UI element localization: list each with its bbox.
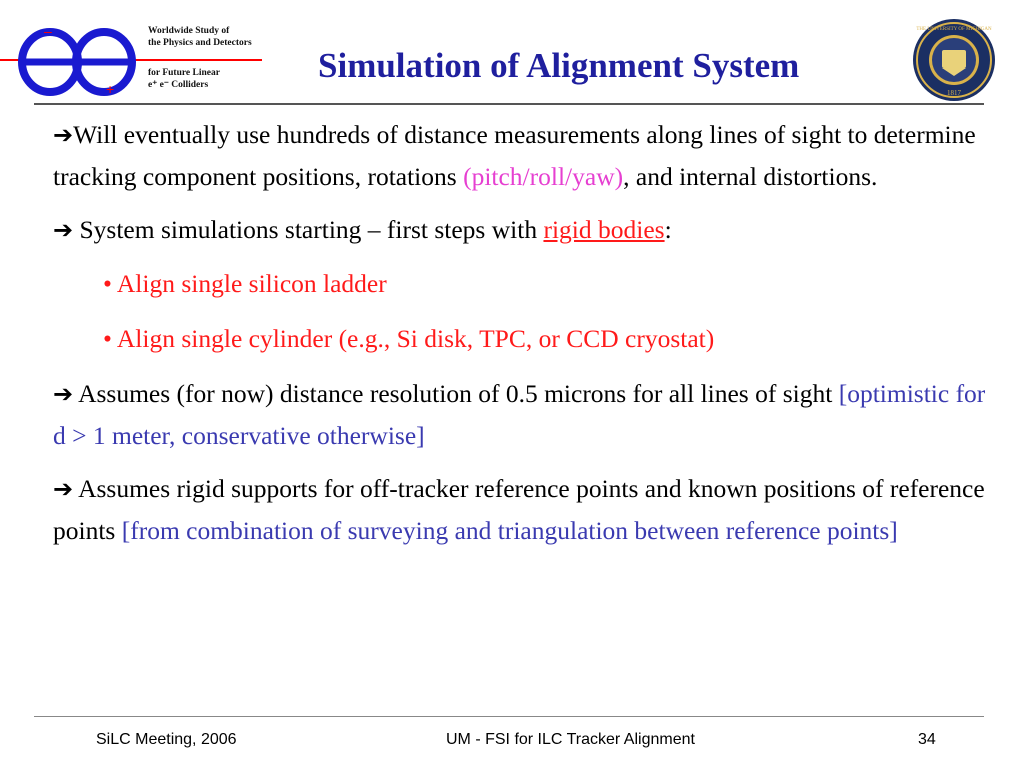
bullet-1-text-c: , and internal distortions.: [623, 162, 878, 191]
university-seal: [912, 18, 996, 102]
svg-text:–: –: [44, 23, 52, 39]
bullet-2: [53, 209, 988, 251]
logo-line-3: for Future Linear: [148, 68, 220, 78]
footer-left: SiLC Meeting, 2006: [96, 731, 237, 748]
arrow-icon: ➔: [53, 216, 74, 244]
logo-line-2: the Physics and Detectors: [148, 38, 252, 48]
footer-center: UM - FSI for ILC Tracker Alignment: [446, 731, 695, 748]
arrow-icon: ➔: [53, 380, 74, 408]
seal-year: 1817: [947, 89, 961, 97]
slide-title: Simulation of Alignment System: [318, 46, 800, 85]
arrow-icon: ➔: [53, 121, 74, 149]
logo-line-1: Worldwide Study of: [148, 26, 230, 36]
logo-line-4: e⁺ e⁻ Colliders: [148, 80, 209, 90]
bullet-1-highlight: (pitch/roll/yaw): [463, 162, 624, 191]
bullet-2-text-c: :: [664, 215, 672, 244]
bullet-1-text-a: Will eventually use hundreds of distance measurements along lines of sight to determine tracking component positions, rotations: [53, 120, 976, 191]
bullet-3: [53, 373, 988, 456]
bullet-1: [53, 114, 988, 197]
bullet-4-text-a: Assumes rigid supports for off-tracker reference points and known positions of reference points: [53, 474, 985, 545]
bullet-3-note: [optimistic for d > 1 meter, conservative otherwise]: [53, 379, 986, 450]
footer-divider: [34, 716, 984, 717]
title-divider: [34, 103, 984, 105]
logo-graphic: [0, 22, 270, 100]
ecfa-logo: [0, 22, 270, 100]
sub-bullet-1: • Align single silicon ladder: [103, 269, 387, 298]
slide-body: [53, 114, 988, 563]
bullet-4-note: [from combination of surveying and triangulation between reference points]: [121, 516, 898, 545]
bullet-2-highlight: rigid bodies: [543, 215, 665, 244]
sub-bullet-2: • Align single cylinder (e.g., Si disk, TPC, or CCD cryostat): [103, 324, 715, 353]
arrow-icon: ➔: [53, 475, 74, 503]
svg-text:+: +: [106, 81, 115, 97]
bullet-3-text-a: Assumes (for now) distance resolution of 0.5 microns for all lines of sight: [73, 379, 839, 408]
bullet-2-text-a: System simulations starting – first steps with: [73, 215, 544, 244]
seal-name: THE UNIVERSITY OF MICHIGAN: [916, 27, 992, 32]
bullet-4: [53, 468, 988, 551]
page-number: 34: [918, 731, 936, 748]
